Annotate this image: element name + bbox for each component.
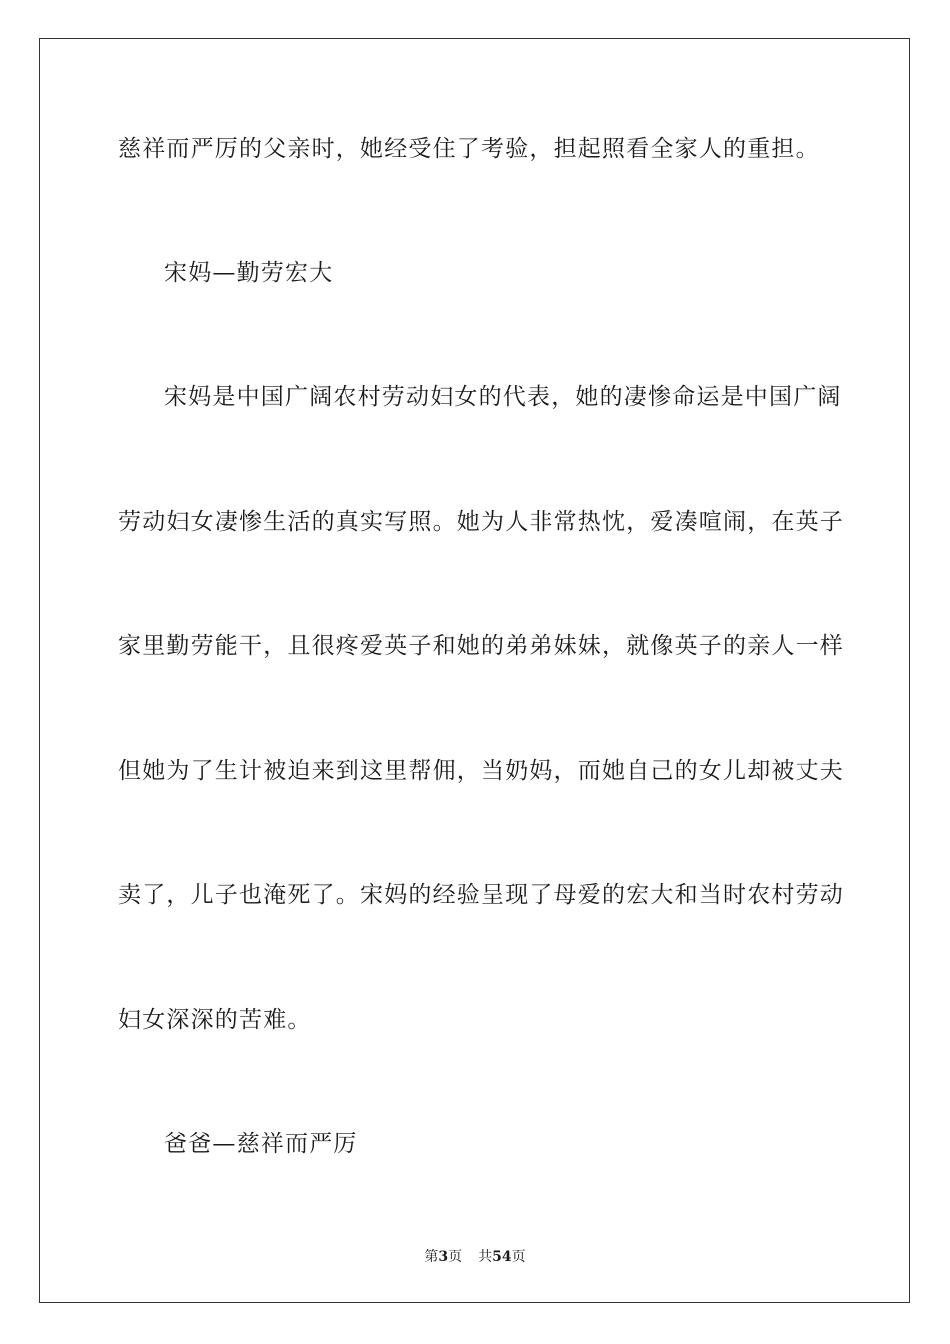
body-text-line: 但她为了生计被迫来到这里帮佣，当奶妈，而她自己的女儿却被丈夫 (118, 758, 844, 784)
page-prefix: 第 (424, 1249, 439, 1265)
page-border (39, 38, 910, 1303)
current-page-number: 3 (438, 1249, 449, 1265)
total-page-count: 54 (492, 1249, 512, 1265)
body-text-line: 卖了，儿子也淹死了。宋妈的经验呈现了母爱的宏大和当时农村劳动 (118, 882, 844, 908)
body-text-line: 妇女深深的苦难。 (118, 1007, 312, 1033)
page-suffix: 页 (448, 1249, 463, 1265)
paragraph-first-line: 宋妈是中国广阔农村劳动妇女的代表，她的凄惨命运是中国广阔 (164, 384, 842, 410)
total-prefix: 共 (478, 1249, 493, 1265)
section-heading-father: 爸爸—慈祥而严厉 (164, 1131, 358, 1157)
total-suffix: 页 (511, 1249, 526, 1265)
body-text-line: 慈祥而严厉的父亲时，她经受住了考验，担起照看全家人的重担。 (118, 136, 820, 162)
page-footer (0, 1248, 950, 1266)
section-heading-song-ma: 宋妈—勤劳宏大 (164, 260, 334, 286)
body-text-line: 家里勤劳能干，且很疼爱英子和她的弟弟妹妹，就像英子的亲人一样 (118, 633, 844, 659)
body-text-line: 劳动妇女凄惨生活的真实写照。她为人非常热忱，爱凑喧闹，在英子 (118, 509, 844, 535)
